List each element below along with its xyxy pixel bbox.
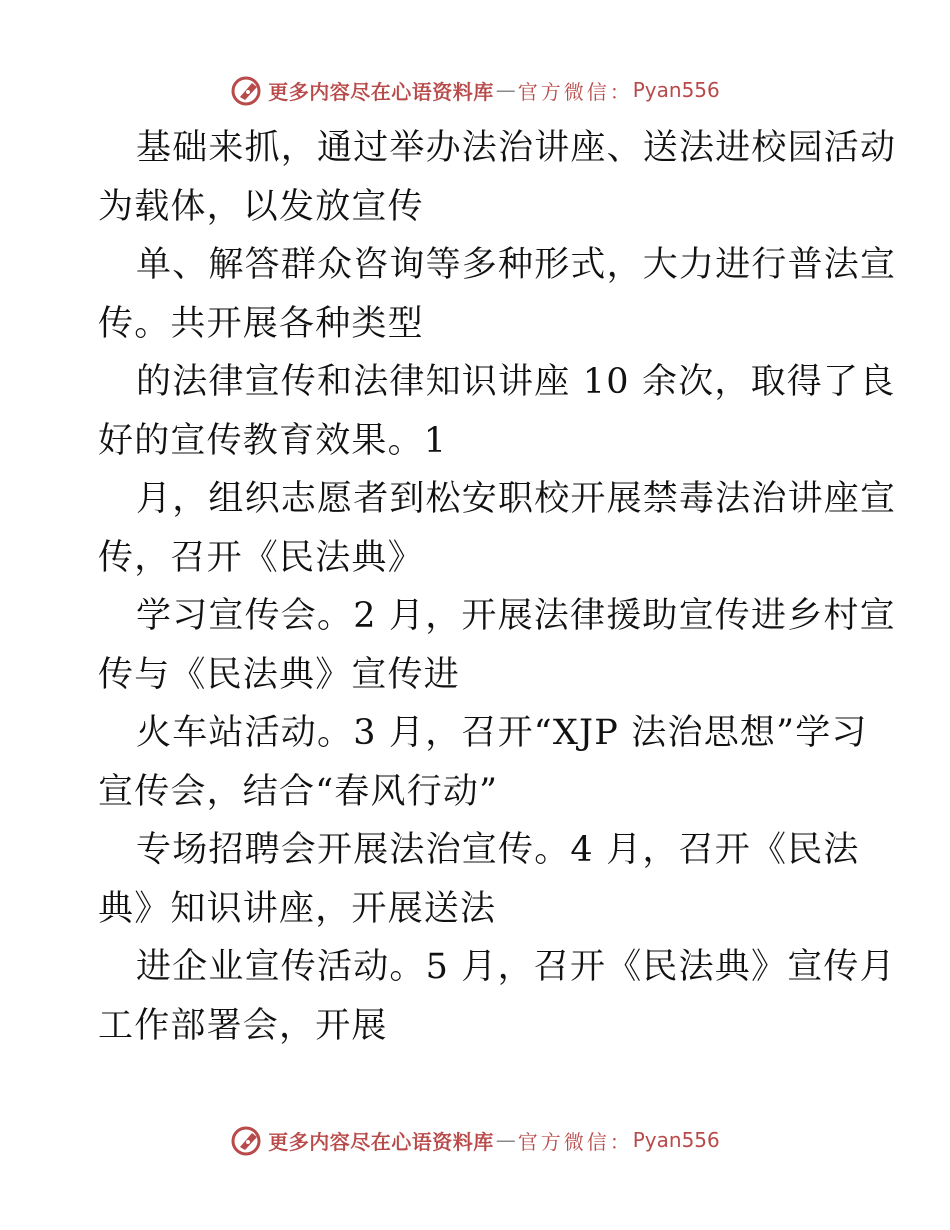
body-line: 学习宣传会。2 月，开展法律援助宣传进乡村宣	[136, 596, 896, 636]
pen-nib-seal-logo-icon	[230, 73, 264, 107]
pen-nib-seal-logo-icon	[230, 1123, 264, 1157]
banner-wechat-label: 官方微信：	[517, 1129, 633, 1154]
banner-brand-text: 更多内容尽在心语资料库	[268, 79, 494, 104]
body-line: 传，召开《民法典》	[98, 537, 424, 578]
document-body	[98, 124, 897, 1060]
banner-separator: —	[495, 1128, 516, 1152]
body-line: 宣传会，结合“春风行动”	[98, 771, 499, 812]
body-line: 为载体，以发放宣传	[98, 186, 424, 227]
body-line: 工作部署会，开展	[98, 1005, 388, 1046]
body-line: 好的宣传教育效果。1	[98, 420, 448, 461]
banner-wechat-id: Pyan556	[632, 1128, 720, 1152]
body-line: 典》知识讲座，开展送法	[98, 888, 497, 929]
body-line: 基础来抓，通过举办法治讲座、送法进校园活动	[136, 128, 897, 168]
banner-brand-text: 更多内容尽在心语资料库	[268, 1129, 494, 1154]
body-line: 专场招聘会开展法治宣传。4 月，召开《民法	[136, 830, 860, 870]
body-line: 单、解答群众咨询等多种形式，大力进行普法宣	[136, 245, 897, 285]
footer-banner	[0, 1120, 950, 1160]
header-banner	[0, 70, 950, 110]
body-line: 火车站活动。3 月，召开“XJP 法治思想”学习	[136, 713, 868, 753]
body-line: 传与《民法典》宣传进	[98, 654, 461, 695]
body-line: 月，组织志愿者到松安职校开展禁毒法治讲座宣	[136, 479, 897, 519]
banner-wechat-label: 官方微信：	[517, 79, 633, 104]
banner-wechat-id: Pyan556	[632, 78, 720, 102]
body-line: 的法律宣传和法律知识讲座 10 余次，取得了良	[136, 362, 896, 402]
banner-separator: —	[495, 78, 516, 102]
body-line: 进企业宣传活动。5 月，召开《民法典》宣传月	[136, 947, 896, 987]
body-line: 传。共开展各种类型	[98, 303, 424, 344]
